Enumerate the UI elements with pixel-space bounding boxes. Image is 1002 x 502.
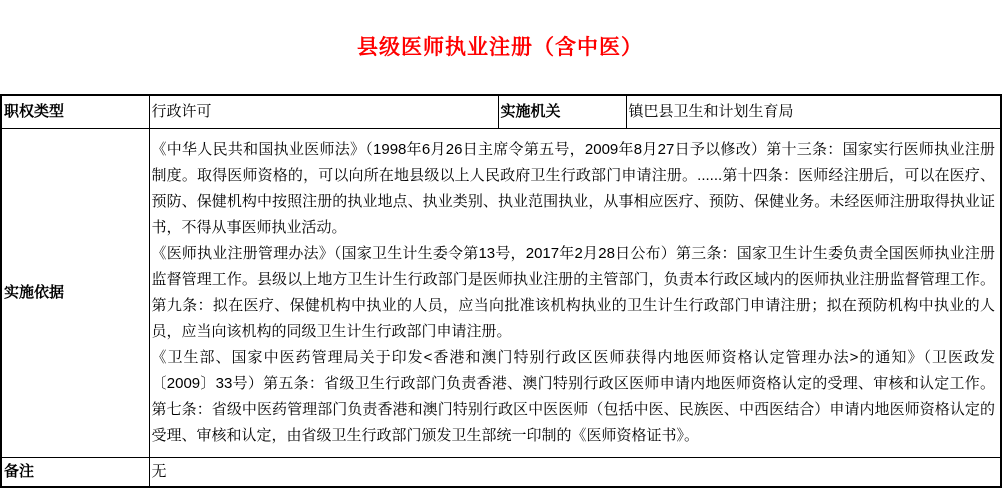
legal-basis-paragraph: 《卫生部、国家中医药管理局关于印发<香港和澳门特别行政区医师获得内地医师资格认定管理办法>的通知》（卫医政发〔2009〕33号）第五条：省级卫生行政部门负责香港、澳门特别行政区医师申请内地医师资格认定的受理、审核和认定工作。第七条：省级中医药管理部门负责香港和澳门特别行政区中医医师（包括中医、民族医、中西医结合）申请内地医师资格认定的受理、审核和认定，由省级卫生行政部门颁发卫生部统一印制的《医师资格证书》。 bbox=[151, 349, 995, 444]
remarks-label: 备注 bbox=[1, 458, 149, 488]
legal-basis-label: 实施依据 bbox=[1, 129, 149, 458]
page bbox=[0, 31, 1000, 502]
implementing-agency-label: 实施机关 bbox=[498, 95, 626, 129]
remarks-value: 无 bbox=[149, 458, 1001, 488]
page-title: 县级医师执业注册（含中医） bbox=[357, 36, 643, 59]
table-row-legal-basis bbox=[1, 129, 1001, 458]
table-row-remarks bbox=[1, 458, 1001, 488]
authority-type-label: 职权类型 bbox=[1, 95, 149, 129]
legal-basis-paragraph: 《医师执业注册管理办法》（国家卫生计生委令第13号，2017年2月28日公布）第三条：国家卫生计生委负责全国医师执业注册监督管理工作。县级以上地方卫生计生行政部门是医师执业注册的主管部门，负责本行政区域内的医师执业注册监督管理工作。第九条：拟在医疗、保健机构中执业的人员，应当向批准该机构执业的卫生计生行政部门申请注册；拟在预防机构中执业的人员，应当向该机构的同级卫生计生行政部门申请注册。 bbox=[151, 245, 995, 340]
implementing-agency-value: 镇巴县卫生和计划生育局 bbox=[626, 95, 1001, 129]
legal-basis-paragraph: 《中华人民共和国执业医师法》（1998年6月26日主席令第五号，2009年8月27日予以修改）第十三条：国家实行医师执业注册制度。取得医师资格的，可以向所在地县级以上人民政府卫生行政部门申请注册。......第十四条：医师经注册后，可以在医疗、预防、保健机构中按照注册的执业地点、执业类别、执业范围执业，从事相应医疗、预防、保健业务。未经医师注册取得执业证书，不得从事医师执业活动。 bbox=[151, 141, 995, 236]
info-table bbox=[0, 94, 1002, 488]
table-row-authority bbox=[1, 95, 1001, 129]
legal-basis-content bbox=[149, 129, 1001, 458]
authority-type-value: 行政许可 bbox=[149, 95, 498, 129]
